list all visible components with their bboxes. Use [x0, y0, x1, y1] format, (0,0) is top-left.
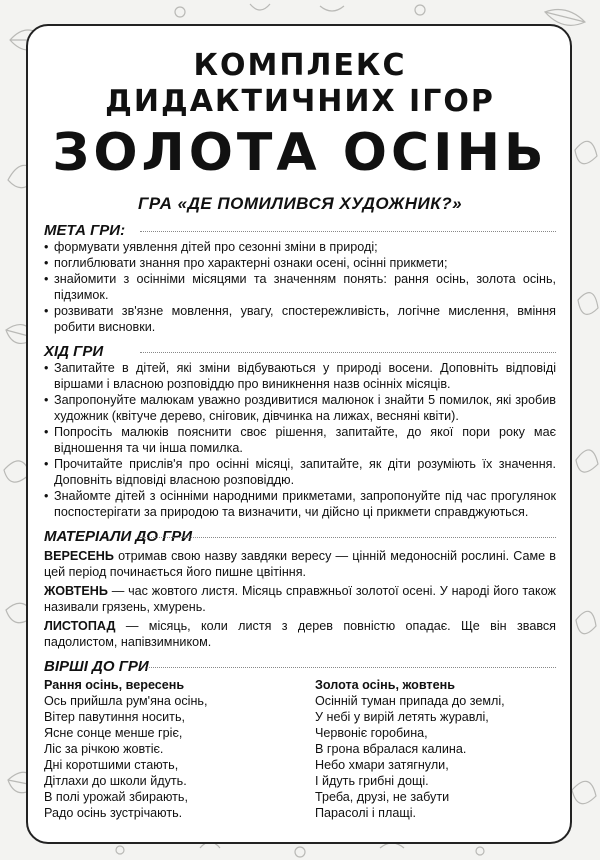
poem-right — [285, 677, 556, 821]
poems-block — [44, 677, 556, 821]
poem-line: Радо осінь зустрічають. — [44, 806, 183, 820]
poem-line: Небо хмари затягнули, — [315, 758, 449, 772]
poem-line: В грона вбралася калина. — [315, 742, 467, 756]
course-list — [44, 360, 556, 520]
title-line-1: КОМПЛЕКС — [193, 48, 407, 83]
game-title: ГРА «ДЕ ПОМИЛИВСЯ ХУДОЖНИК?» — [137, 194, 463, 213]
poem-title: Золота осінь, жовтень — [315, 678, 455, 692]
list-item: • формувати уявлення дітей про сезонні зміни в природі; — [44, 239, 556, 255]
title-line-2: ДИДАКТИЧНИХ ІГОР — [105, 84, 495, 119]
material-november — [44, 618, 556, 650]
material-text: — час жовтого листя. Місяць справжньої золотої осені. У народі його також називали грязень, хмурень. — [44, 584, 556, 614]
poem-line: Парасолі і плащі. — [315, 806, 417, 820]
material-text: — місяць, коли листя з дерев повністю опадає. Ще він звався падолистом, напівзимником. — [44, 619, 556, 649]
poem-line: Ось прийшла рум'яна осінь, — [44, 694, 208, 708]
poem-line: Ясне сонце менше гріє, — [44, 726, 183, 740]
poem-line: І йдуть грибні дощі. — [315, 774, 429, 788]
list-item: • Знайомте дітей з осінніми народними прикметами, запропонуйте під час прогулянок поспостерігати за природою та визначити, чи дійсно ці прикмети справджуються. — [44, 488, 556, 520]
list-item: • Попросіть малюків пояснити своє рішення, запитайте, до якої пори року має відношення та чи інша помилка. — [44, 424, 556, 456]
material-term: ЛИСТОПАД — [44, 619, 116, 633]
list-item: • знайомити з осінніми місяцями та значенням понять: рання осінь, золота осінь, підзимок. — [44, 271, 556, 303]
material-text: отримав свою назву завдяки вересу — цінній медоносній рослині. Саме в цей період починається його пишне цвітіння. — [44, 549, 556, 579]
course-heading: ХІД ГРИ — [44, 343, 556, 360]
poem-line: Дні коротшими стають, — [44, 758, 179, 772]
list-item: • Запропонуйте малюкам уважно роздивитися малюнок і знайти 5 помилок, які зробив художник (квітуче дерево, сніговик, дівчинка на лижах, весняні квіти). — [44, 392, 556, 424]
content-card — [26, 24, 572, 844]
poem-line: Ліс за річкою жовтіє. — [44, 742, 164, 756]
title-line-3: ЗОЛОТА ОСІНЬ — [52, 123, 548, 183]
poem-title: Рання осінь, вересень — [44, 678, 185, 692]
poem-line: У небі у вирій летять журавлі, — [315, 710, 489, 724]
material-term: ЖОВТЕНЬ — [44, 584, 108, 598]
list-item: • поглиблювати знання про характерні ознаки осені, осінні прикмети; — [44, 255, 556, 271]
materials-heading: МАТЕРІАЛИ ДО ГРИ — [44, 528, 556, 545]
poem-line: Осінній туман припада до землі, — [315, 694, 505, 708]
poems-heading: ВІРШІ ДО ГРИ — [44, 658, 556, 675]
poem-line: Треба, друзі, не забути — [315, 790, 450, 804]
list-item: • Запитайте в дітей, які зміни відбуваються у природі восени. Доповніть відповіді віршами і власною розповіддю про виникнення назв осінніх місяців. — [44, 360, 556, 392]
poem-line: Червоніє горобина, — [315, 726, 428, 740]
goal-list — [44, 239, 556, 335]
poem-line: Вітер павутиння носить, — [44, 710, 186, 724]
poem-line: Дітлахи до школи йдуть. — [44, 774, 187, 788]
goal-heading: МЕТА ГРИ: — [44, 222, 556, 239]
material-term: ВЕРЕСЕНЬ — [44, 549, 114, 563]
material-september — [44, 548, 556, 580]
list-item: • Прочитайте прислів'я про осінні місяці, запитайте, як діти розуміють їх значення. Доповніть відповіді власною розповіддю. — [44, 456, 556, 488]
poem-left — [44, 677, 285, 821]
poem-line: В полі урожай збирають, — [44, 790, 188, 804]
material-october — [44, 583, 556, 615]
list-item: • розвивати зв'язне мовлення, увагу, спостережливість, логічне мислення, вміння робити висновки. — [44, 303, 556, 335]
